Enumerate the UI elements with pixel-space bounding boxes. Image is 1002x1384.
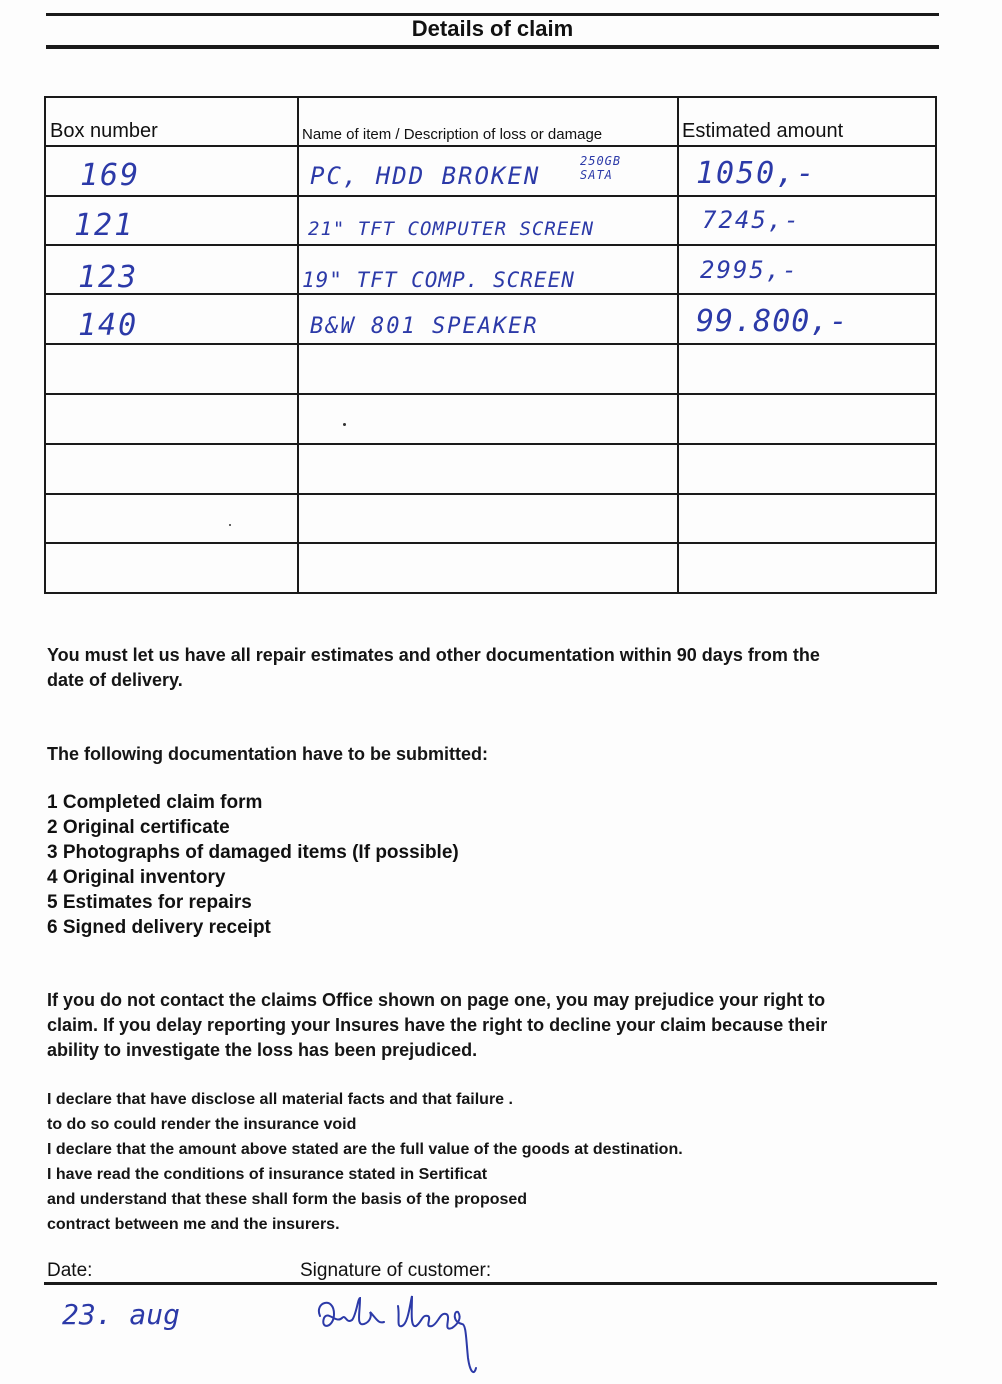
amount-cell: 7245,- <box>702 206 801 234</box>
declaration-line: contract between me and the insurers. <box>47 1216 340 1233</box>
description-note: 250GB SATA <box>580 154 622 182</box>
description-cell: 21" TFT COMPUTER SCREEN <box>308 218 595 240</box>
list-item: 2 Original certificate <box>47 817 230 838</box>
claim-table <box>44 96 937 594</box>
signature-label: Signature of customer: <box>300 1260 492 1281</box>
column-header-description: Name of item / Description of loss or damage <box>302 126 603 143</box>
declaration-line: I declare that the amount above stated are the full value of the goods at destination. <box>47 1141 683 1158</box>
list-item: 3 Photographs of damaged items (If possible) <box>47 842 459 863</box>
column-header-box-number: Box number <box>50 120 158 142</box>
row-divider <box>44 293 937 295</box>
list-item: 6 Signed delivery receipt <box>47 917 271 938</box>
amount-cell: 2995,- <box>700 256 799 284</box>
description-cell: PC, HDD BROKEN <box>310 162 541 190</box>
row-divider <box>44 244 937 246</box>
row-divider <box>44 542 937 544</box>
declaration-line: to do so could render the insurance void <box>47 1116 357 1133</box>
documentation-list <box>47 790 459 940</box>
column-header-estimated-amount: Estimated amount <box>682 120 844 142</box>
box-number-cell: 121 <box>74 208 135 243</box>
amount-cell: 1050,- <box>696 156 817 191</box>
date-value: 23. aug <box>62 1298 181 1331</box>
description-cell: B&W 801 SPEAKER <box>310 314 539 339</box>
box-number-cell: 169 <box>80 158 141 193</box>
documentation-heading: The following documentation have to be submitted: <box>47 744 488 764</box>
list-item: 1 Completed claim form <box>47 792 263 813</box>
title-underline <box>46 45 939 49</box>
column-divider <box>297 96 299 594</box>
customer-signature <box>312 1288 492 1378</box>
list-item: 4 Original inventory <box>47 867 226 888</box>
description-cell: 19" TFT COMP. SCREEN <box>302 268 575 292</box>
row-divider <box>44 195 937 197</box>
row-divider <box>44 493 937 495</box>
declaration-line: I have read the conditions of insurance stated in Sertificat <box>47 1166 488 1183</box>
row-divider <box>44 343 937 345</box>
stray-mark <box>343 423 346 426</box>
amount-cell: 99.800,- <box>696 304 849 339</box>
row-divider <box>44 443 937 445</box>
list-item: 5 Estimates for repairs <box>47 892 252 913</box>
contact-warning: If you do not contact the claims Office shown on page one, you may prejudice your right to claim. If you delay reporting your Insures have the right to decline your claim because their ability to investigate the loss has been prejudiced. <box>47 990 828 1060</box>
estimates-notice: You must let us have all repair estimates and other documentation within 90 days from the date of delivery. <box>47 645 820 690</box>
row-divider <box>44 145 937 147</box>
declaration-line: and understand that these shall form the basis of the proposed <box>47 1191 528 1208</box>
column-divider <box>677 96 679 594</box>
stray-mark <box>229 524 231 526</box>
box-number-cell: 123 <box>78 260 139 295</box>
date-label: Date: <box>47 1260 93 1281</box>
declaration <box>47 1087 683 1237</box>
declaration-line: I declare that have disclose all material facts and that failure . <box>47 1091 513 1108</box>
box-number-cell: 140 <box>78 308 139 343</box>
footer-rule <box>44 1282 937 1285</box>
row-divider <box>44 393 937 395</box>
page-title: Details of claim <box>411 16 574 41</box>
